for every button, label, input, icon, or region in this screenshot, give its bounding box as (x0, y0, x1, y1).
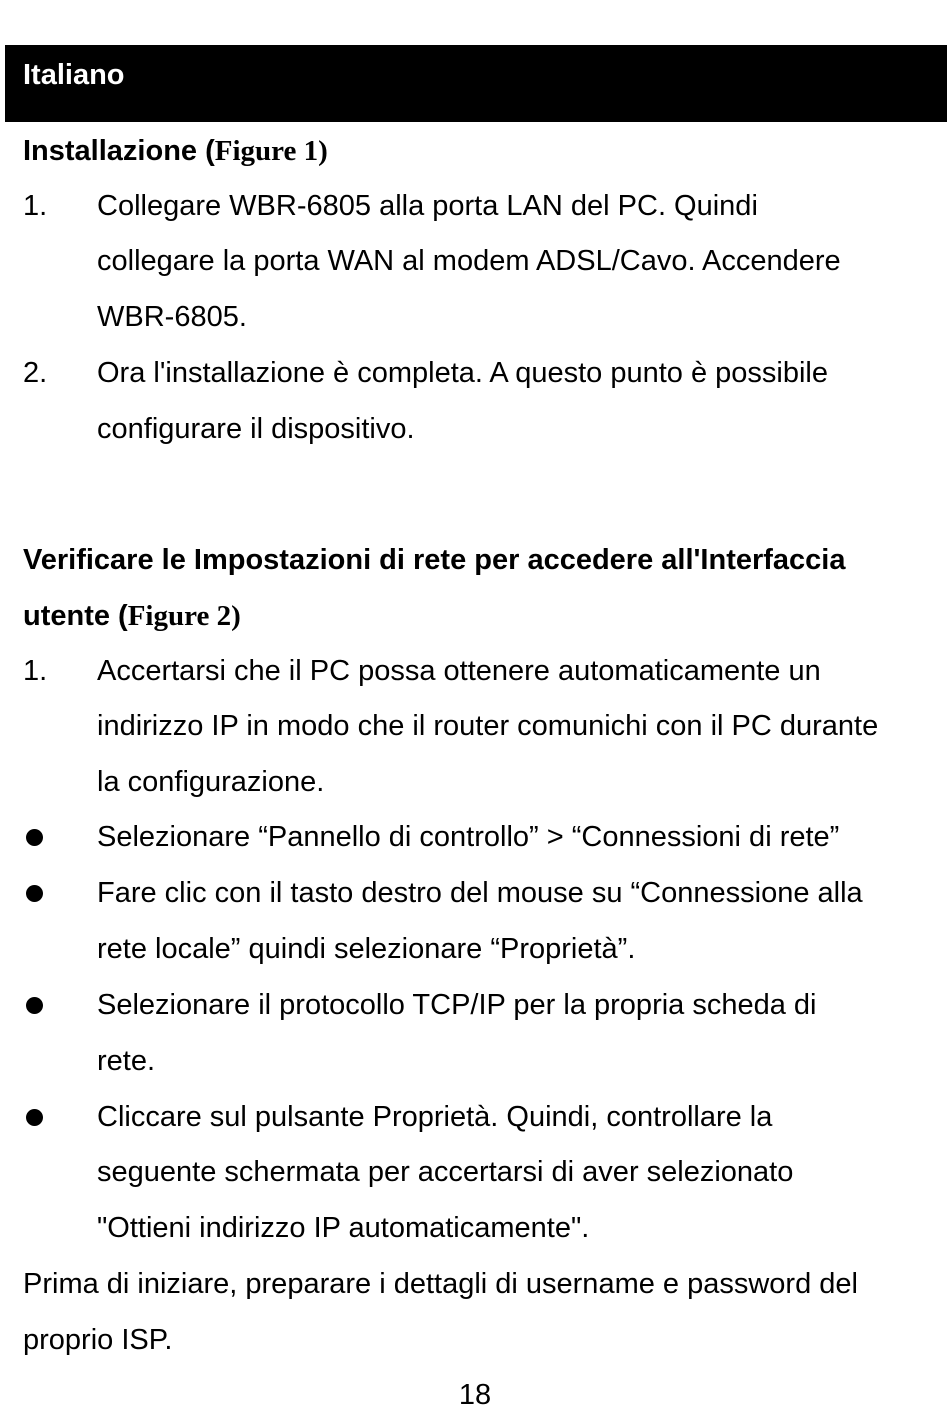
banner-title: Italiano (23, 59, 125, 91)
bullet-text-line: seguente schermata per accertarsi di aver selezionato (97, 1156, 794, 1188)
step-text-line: indirizzo IP in modo che il router comunichi con il PC durante (97, 710, 879, 742)
bullet-text-line: Cliccare sul pulsante Proprietà. Quindi, controllare la (97, 1101, 773, 1133)
step-number: 2. (23, 357, 48, 389)
figure-reference: Figure 1 (214, 135, 319, 167)
section-heading-network-settings-cont: utente (Figure 2) (23, 600, 241, 632)
step-text-line: collegare la porta WAN al modem ADSL/Cavo. Accendere (97, 245, 841, 277)
step-text-line: Collegare WBR-6805 alla porta LAN del PC. Quindi (97, 190, 758, 222)
bullet-text-line: Fare clic con il tasto destro del mouse su “Connessione alla (97, 877, 863, 909)
bullet-icon (26, 829, 43, 846)
step-text-line: la configurazione. (97, 766, 325, 798)
bullet-text-line: rete. (97, 1045, 156, 1077)
bullet-icon (26, 997, 43, 1014)
figure-reference: Figure 2 (127, 600, 232, 632)
page-number: 18 (458, 1379, 492, 1411)
section-heading-installation: Installazione (Figure 1) (23, 135, 328, 167)
step-number: 1. (23, 190, 48, 222)
step-text-line: WBR-6805. (97, 301, 247, 333)
step-text-line: Accertarsi che il PC possa ottenere automaticamente un (97, 655, 821, 687)
step-text-line: configurare il dispositivo. (97, 413, 415, 445)
bullet-text-line: Selezionare “Pannello di controllo” > “Connessioni di rete” (97, 821, 840, 853)
bullet-text-line: rete locale” quindi selezionare “Proprietà”. (97, 933, 636, 965)
bullet-text-line: Selezionare il protocollo TCP/IP per la propria scheda di (97, 989, 817, 1021)
bullet-icon (26, 885, 43, 902)
bullet-text-line: "Ottieni indirizzo IP automaticamente". (97, 1212, 590, 1244)
closing-paragraph-line: proprio ISP. (23, 1324, 173, 1356)
section-heading-network-settings: Verificare le Impostazioni di rete per accedere all'Interfaccia (23, 544, 846, 576)
closing-paragraph-line: Prima di iniziare, preparare i dettagli di username e password del (23, 1268, 858, 1300)
step-text-line: Ora l'installazione è completa. A questo punto è possibile (97, 357, 828, 389)
step-number: 1. (23, 655, 48, 687)
bullet-icon (26, 1109, 43, 1126)
language-banner (5, 45, 947, 122)
